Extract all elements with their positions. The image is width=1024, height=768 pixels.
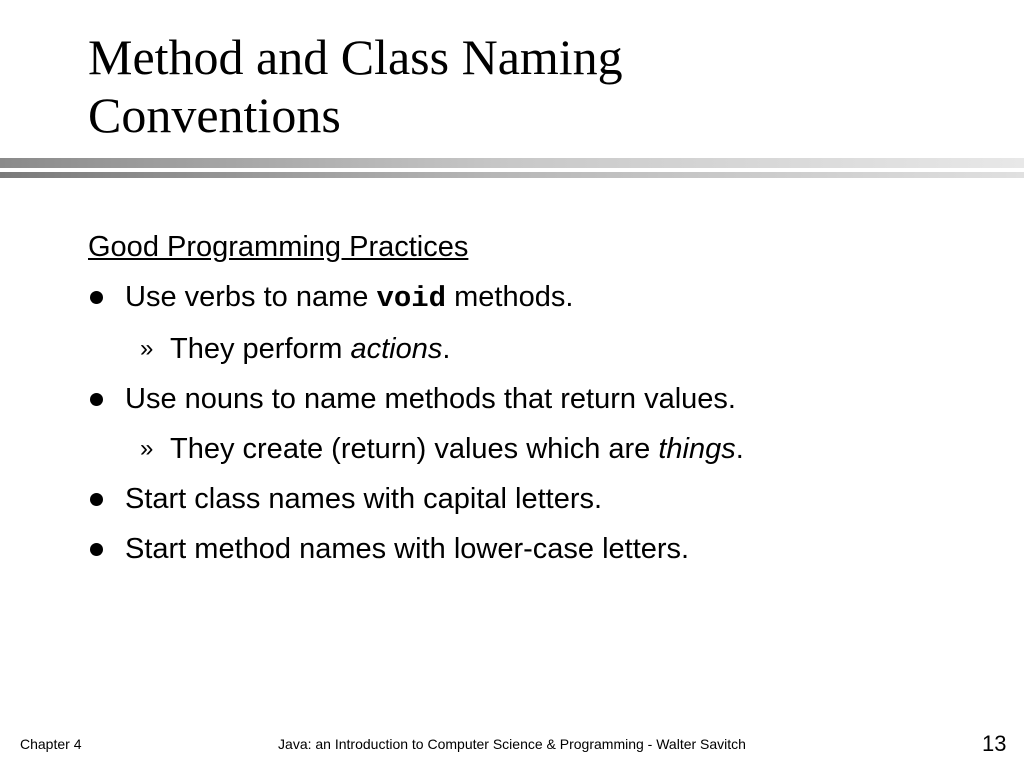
sub-bullet-marker-icon: » [140,435,154,462]
sub-bullet-end: . [735,433,744,465]
bullet-dot-icon [90,493,103,506]
sub-bullet-marker-icon: » [140,335,154,362]
slide-body [88,228,968,580]
code-keyword: void [376,282,447,315]
bullet-item [88,278,968,318]
sub-bullet-item [88,330,968,368]
slide-title-line-2: Conventions [88,87,341,143]
title-divider-bottom [0,172,1024,178]
bullet-text: Start class names with capital letters. [125,483,603,515]
slide-title-line-1: Method and Class Naming [88,29,623,85]
bullet-text-suffix: methods. [446,281,574,313]
sub-bullet-text: They create (return) values which are [170,433,659,465]
bullet-text: Start method names with lower-case letters. [125,533,690,565]
bullet-item [88,480,968,518]
footer-chapter: Chapter 4 [20,736,82,752]
title-divider-top [0,158,1024,168]
page-number: 13 [982,731,1007,756]
bullet-dot-icon [90,543,103,556]
sub-bullet-item [88,430,968,468]
footer-course-title: Java: an Introduction to Computer Science & Programming - Walter Savitch [278,736,746,752]
sub-bullet-end: . [442,333,451,365]
bullet-item [88,380,968,418]
sub-bullet-emphasis: things [658,433,736,465]
bullet-text-prefix: Use verbs to name [125,281,377,313]
slide-title [88,28,988,144]
bullet-item [88,530,968,568]
sub-bullet-text: They perform [170,333,351,365]
bullet-dot-icon [90,291,103,304]
bullet-text: Use nouns to name methods that return values. [125,383,736,415]
section-heading: Good Programming Practices [88,231,469,263]
sub-bullet-emphasis: actions [350,333,443,365]
bullet-dot-icon [90,393,103,406]
